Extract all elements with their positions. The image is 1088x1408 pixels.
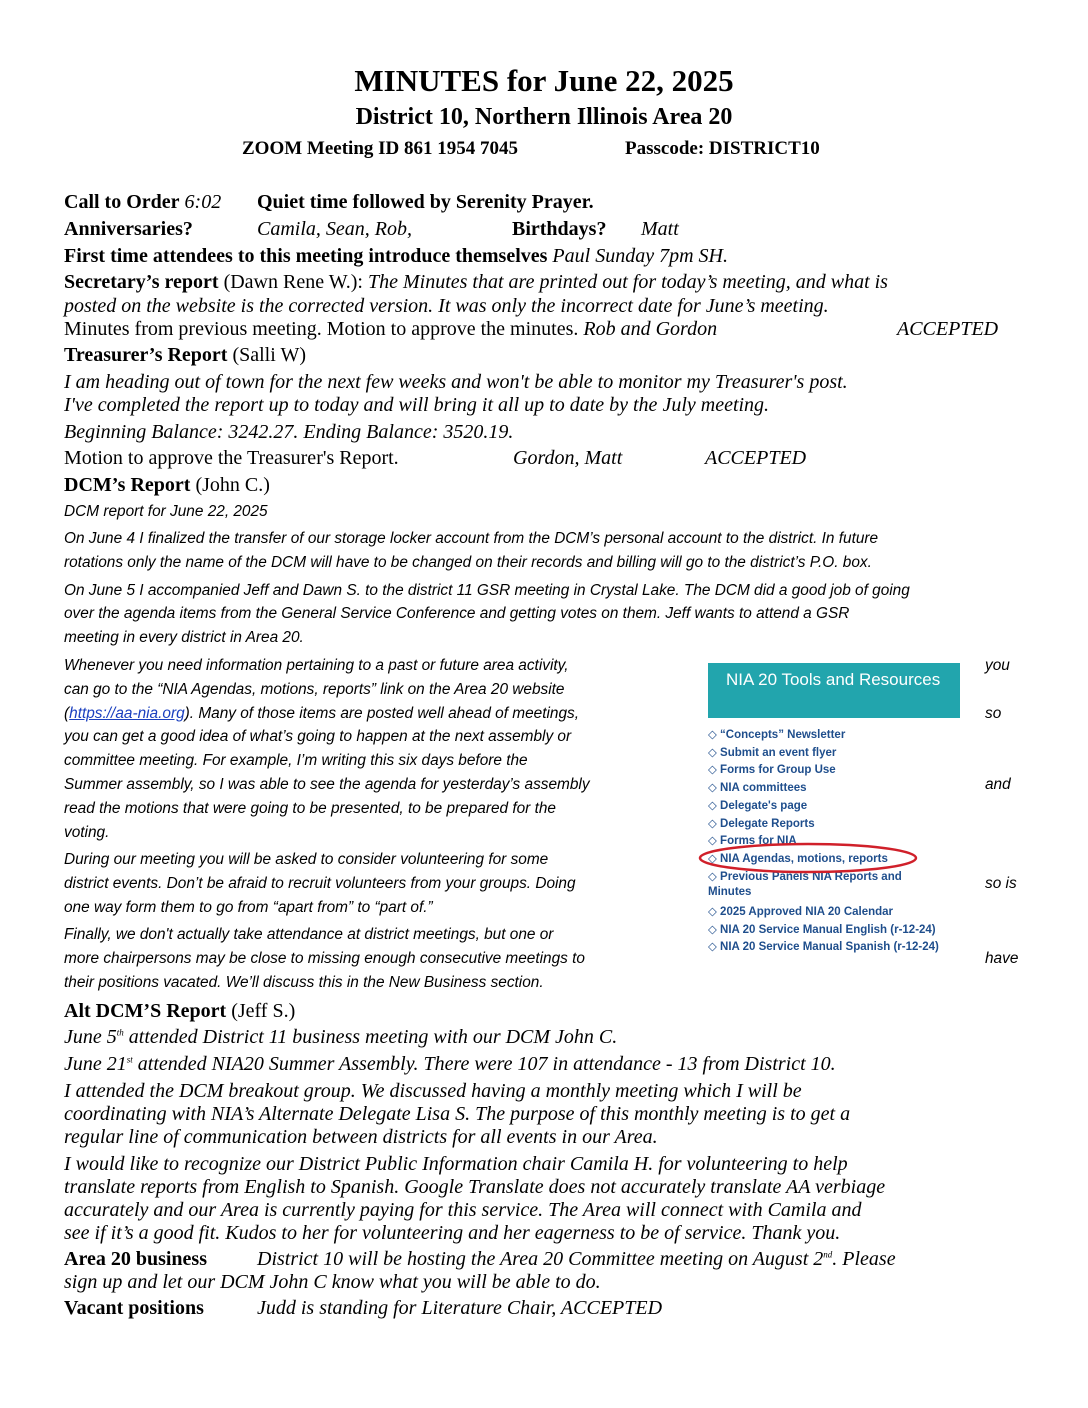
panel-link-label: Submit an event flyer xyxy=(720,747,837,759)
side-word: and xyxy=(985,776,1011,793)
diamond-icon: ◇ xyxy=(708,906,721,918)
panel-link[interactable] xyxy=(708,745,836,759)
dcm-col-line: district events. Don’t be afraid to recruit volunteers from your groups. Doing xyxy=(64,875,576,892)
panel-link[interactable] xyxy=(708,780,807,794)
alt-dcm-p1: I attended the DCM breakout group. We discussed having a monthly meeting which I will be xyxy=(64,1080,802,1102)
side-word: so xyxy=(985,705,1002,722)
call-to-order-text: Quiet time followed by Serenity Prayer. xyxy=(257,191,594,213)
diamond-icon: ◇ xyxy=(708,835,721,847)
panel-link[interactable] xyxy=(708,922,936,936)
dcm-line: rotations only the name of the DCM will have to be changed on their records and billing will go to the district’s P.O. box. xyxy=(64,554,872,571)
first-time-attendees xyxy=(64,245,728,268)
dcm-line: over the agenda items from the General Service Conference and getting votes on them. Jeff wants to attend a GSR xyxy=(64,605,850,622)
treasurer-by: (Salli W) xyxy=(232,344,306,366)
anniversaries-names: Camila, Sean, Rob, xyxy=(257,218,412,240)
dcm-col-line: can go to the “NIA Agendas, motions, reports” link on the Area 20 website xyxy=(64,681,565,698)
diamond-icon: ◇ xyxy=(708,853,721,865)
dcm-col-line-link xyxy=(64,705,579,723)
alt-dcm-p2: see if it’s a good fit. Kudos to her for volunteering and her eagerness to be of service. Thank you. xyxy=(64,1222,841,1244)
secretary-motion xyxy=(64,318,717,341)
secretary-line2: posted on the website is the corrected version. It was only the incorrect date for June’s meeting. xyxy=(64,295,829,317)
panel-link-label: 2025 Approved NIA 20 Calendar xyxy=(720,906,894,918)
dcm-col-line: Finally, we don't actually take attendance at district meetings, but one or xyxy=(64,926,554,943)
secretary-by: (Dawn Rene W.): xyxy=(223,271,363,293)
treasurer-movers: Gordon, Matt xyxy=(513,447,623,469)
diamond-icon: ◇ xyxy=(708,729,721,741)
first-time-label: First time attendees to this meeting introduce themselves xyxy=(64,245,548,267)
link-trailing-text: ). Many of those items are posted well ahead of meetings, xyxy=(184,705,580,722)
dcm-col-line: Summer assembly, so I was able to see the agenda for yesterday’s assembly xyxy=(64,776,590,793)
alt-dcm-heading xyxy=(64,1000,295,1023)
anniversaries-label: Anniversaries? xyxy=(64,218,193,240)
area20-label: Area 20 business xyxy=(64,1248,207,1270)
panel-link-label: Minutes xyxy=(708,886,752,898)
dcm-line: meeting in every district in Area 20. xyxy=(64,629,304,646)
page-subtitle: District 10, Northern Illinois Area 20 xyxy=(355,104,733,130)
dcm-by: (John C.) xyxy=(195,474,270,496)
panel-title: NIA 20 Tools and Resources xyxy=(708,663,960,718)
dcm-line: On June 5 I accompanied Jeff and Dawn S. to the district 11 GSR meeting in Crystal Lake. The DCM did a good job of going xyxy=(64,582,910,599)
panel-link[interactable] xyxy=(708,762,836,776)
panel-link[interactable] xyxy=(708,816,815,830)
treasurer-label: Treasurer’s Report xyxy=(64,344,228,366)
alt-dcm-p2: translate reports from English to Spanish. Google Translate does not accurately translate AA verbiage xyxy=(64,1176,886,1198)
area20-line2: sign up and let our DCM John C know what you will be able to do. xyxy=(64,1271,601,1293)
highlight-circle xyxy=(696,840,920,876)
panel-link[interactable] xyxy=(708,939,939,953)
vacant-text: Judd is standing for Literature Chair, ACCEPTED xyxy=(257,1297,663,1319)
dcm-col-line: more chairpersons may be close to missing enough consecutive meetings to xyxy=(64,950,585,967)
diamond-icon: ◇ xyxy=(708,871,721,883)
diamond-icon: ◇ xyxy=(708,782,721,794)
dcm-col-line: Whenever you need information pertaining to a past or future area activity, xyxy=(64,657,569,674)
zoom-meeting-id: ZOOM Meeting ID 861 1954 7045 xyxy=(242,138,519,159)
panel-link[interactable] xyxy=(708,727,845,741)
dcm-col-line: you can get a good idea of what’s going to happen at the next assembly or xyxy=(64,728,572,745)
diamond-icon: ◇ xyxy=(708,924,721,936)
alt-dcm-p1: regular line of communication between districts for all events in our Area. xyxy=(64,1126,658,1148)
panel-link-label: NIA 20 Service Manual Spanish (r-12-24) xyxy=(720,941,939,953)
diamond-icon: ◇ xyxy=(708,941,721,953)
secretary-movers: Rob and Gordon xyxy=(583,318,718,340)
dcm-heading xyxy=(64,474,270,497)
call-to-order xyxy=(64,191,221,214)
dcm-col-line: read the motions that were going to be presented, to be prepared for the xyxy=(64,800,556,817)
dcm-col-line: one way form them to go from “apart from” to “part of.” xyxy=(64,899,433,916)
paren-open: ( xyxy=(64,705,70,722)
zoom-passcode: Passcode: DISTRICT10 xyxy=(625,138,820,159)
side-word: you xyxy=(985,657,1010,674)
first-time-names: Paul Sunday 7pm SH. xyxy=(552,245,728,267)
panel-link-continuation[interactable] xyxy=(708,886,751,898)
diamond-icon: ◇ xyxy=(708,818,721,830)
dcm-col-line: During our meeting you will be asked to consider volunteering for some xyxy=(64,851,549,868)
page-title: MINUTES for June 22, 2025 xyxy=(354,63,734,98)
alt-dcm-p2: I would like to recognize our District Public Information chair Camila H. for volunteering to help xyxy=(64,1153,848,1175)
dcm-col-line: voting. xyxy=(64,824,110,841)
dcm-col-line: their positions vacated. We’ll discuss this in the New Business section. xyxy=(64,974,544,991)
diamond-icon: ◇ xyxy=(708,764,721,776)
dcm-line: DCM report for June 22, 2025 xyxy=(64,503,268,520)
call-to-order-time: 6:02 xyxy=(184,191,222,213)
panel-link[interactable] xyxy=(708,798,807,812)
diamond-icon: ◇ xyxy=(708,800,721,812)
alt-dcm-line2: June 21st attended NIA20 Summer Assembly. There were 107 in attendance - 13 from District 10. xyxy=(64,1053,836,1075)
vacant-label: Vacant positions xyxy=(64,1297,204,1319)
area20-line1: District 10 will be hosting the Area 20 Committee meeting on August 2nd. Please xyxy=(257,1248,896,1270)
secretary-status: ACCEPTED xyxy=(897,318,999,340)
side-word: have xyxy=(985,950,1019,967)
diamond-icon: ◇ xyxy=(708,747,721,759)
birthdays-names: Matt xyxy=(641,218,679,240)
panel-link-label: Forms for Group Use xyxy=(720,764,836,776)
panel-link-label: Delegate Reports xyxy=(720,818,815,830)
panel-link[interactable] xyxy=(708,904,893,918)
panel-link-label: Forms for NIA xyxy=(720,835,797,847)
secretary-label: Secretary’s report xyxy=(64,271,219,293)
dcm-label: DCM’s Report xyxy=(64,474,191,496)
alt-dcm-line1: June 5th attended District 11 business meeting with our DCM John C. xyxy=(64,1026,618,1048)
dcm-col-line: committee meeting. For example, I’m writing this six days before the xyxy=(64,752,528,769)
alt-dcm-p2: accurately and our Area is currently paying for this service. The Area will connect with Camila and xyxy=(64,1199,862,1221)
treasurer-motion: Motion to approve the Treasurer's Report. xyxy=(64,447,399,469)
birthdays-label: Birthdays? xyxy=(512,218,607,240)
panel-link-label: Previous Panels NIA Reports and xyxy=(720,871,902,883)
panel-link-label: NIA committees xyxy=(720,782,807,794)
panel-link-label: NIA Agendas, motions, reports xyxy=(720,853,888,865)
treasurer-line2: I've completed the report up to today and will bring it all up to date by the July meeting. xyxy=(64,394,770,416)
treasurer-balances: Beginning Balance: 3242.27. Ending Balance: 3520.19. xyxy=(64,421,514,443)
treasurer-status: ACCEPTED xyxy=(705,447,807,469)
treasurer-line1: I am heading out of town for the next few weeks and won't be able to monitor my Treasurer's post. xyxy=(64,371,848,393)
nia-tools-panel xyxy=(708,663,960,718)
secretary-line1: The Minutes that are printed out for today’s meeting, and what is xyxy=(367,271,888,293)
secretary-motion-text: Minutes from previous meeting. Motion to approve the minutes. xyxy=(64,318,579,340)
aa-nia-link[interactable]: https://aa-nia.org xyxy=(69,705,185,722)
panel-link-label: NIA 20 Service Manual English (r-12-24) xyxy=(720,924,936,936)
side-word: so is xyxy=(985,875,1017,892)
panel-link-label: “Concepts” Newsletter xyxy=(720,729,846,741)
alt-dcm-by: (Jeff S.) xyxy=(231,1000,296,1022)
dcm-line: On June 4 I finalized the transfer of our storage locker account from the DCM’s personal account to the district. In future xyxy=(64,530,879,547)
treasurer-heading xyxy=(64,344,306,367)
secretary-report xyxy=(64,271,888,294)
alt-dcm-p1: coordinating with NIA’s Alternate Delegate Lisa S. The purpose of this monthly meeting is to get a xyxy=(64,1103,851,1125)
panel-link-label: Delegate's page xyxy=(720,800,808,812)
alt-dcm-label: Alt DCM’S Report xyxy=(64,1000,227,1022)
call-to-order-label: Call to Order xyxy=(64,191,180,213)
